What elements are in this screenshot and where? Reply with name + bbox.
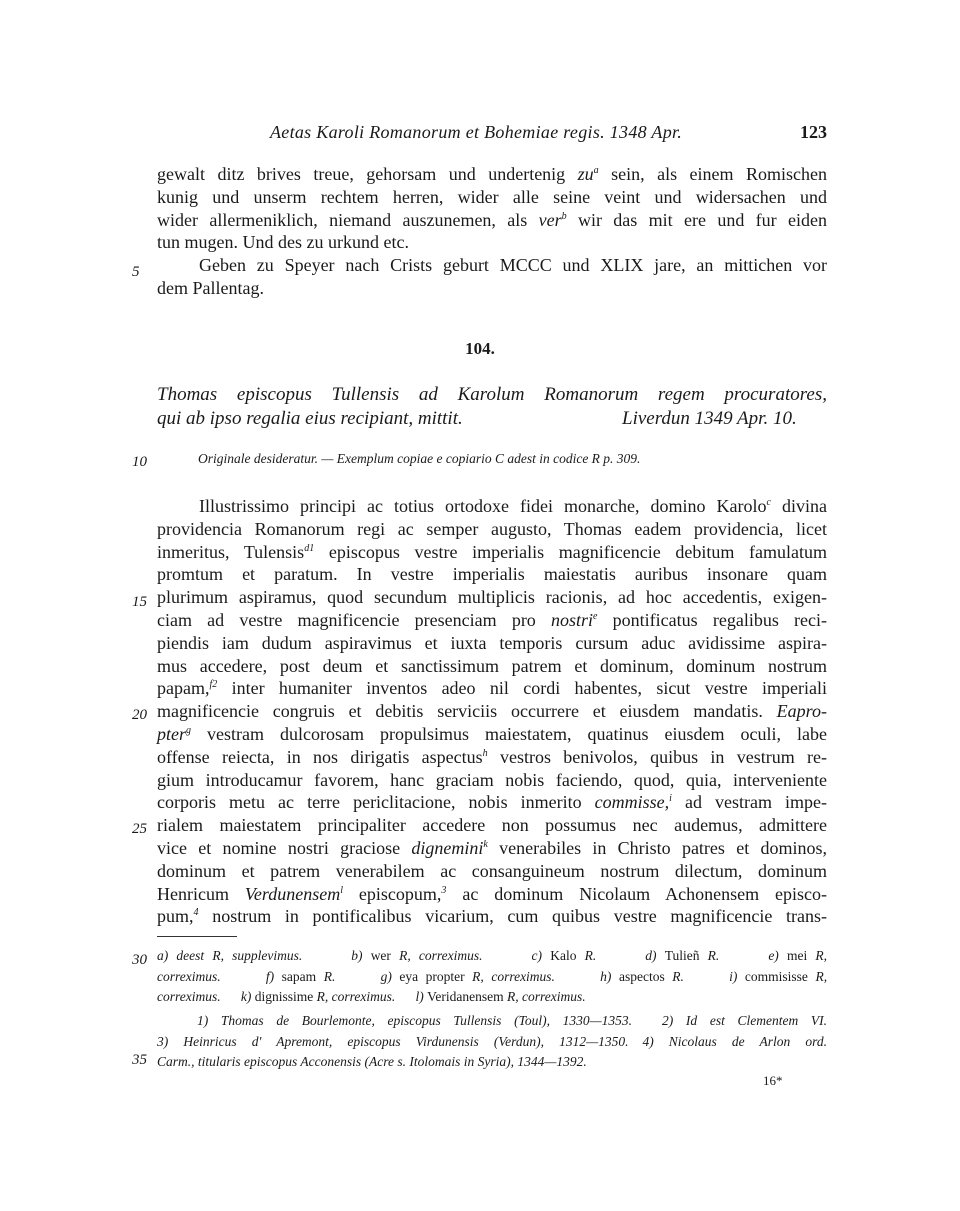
commentary-line: 3) Heinricus d' Apremont, episcopus Virdunensis (Verdun), 1312—1350. 4) Nicolaus de Arlon ord. — [157, 1033, 827, 1049]
regest — [157, 383, 827, 431]
text-line: dem Pallentag. — [157, 277, 264, 298]
continuation-paragraph — [157, 163, 827, 300]
text-line: Geben zu Speyer nach Crists geburt MCCC und XLIX jare, an mittichen vor — [199, 255, 827, 276]
footnote-rule — [157, 936, 237, 937]
commentary-line: Carm., titularis episcopus Acconensis (Acre s. Itolomais in Syria), 1344—1392. — [157, 1054, 587, 1069]
text-line: kunig und unserm rechtem herren, wider alle seine veint und widersachen und — [157, 186, 827, 207]
body-paragraph — [157, 495, 827, 928]
regest-date: Liverdun 1349 Apr. 10. — [622, 408, 797, 429]
apparatus-line: correximus. k) dignissime R, correximus. l) Veridanensem R, correximus. — [157, 989, 586, 1004]
line-number: 20 — [132, 707, 147, 723]
text-line: wider allermeniklich, niemand auszunemen, als ver$^b$ wir das mit ere und fur eiden — [157, 209, 827, 230]
text-line: promtum et paratum. In vestre imperialis maiestatis auribus insonare quam — [157, 564, 827, 585]
text-line: providencia Romanorum regi ac semper augusto, Thomas eadem providencia, licet — [157, 518, 827, 539]
text-line: magnificencie congruis et debitis serviciis occurrere et eiusdem mandatis. Eapro- — [157, 701, 827, 722]
apparatus-line: a) deest R, supplevimus. b) wer R, correximus. c) Kalo R. d) Tulieñ R. e) mei R, — [157, 948, 828, 963]
printer-signature: 16* — [763, 1073, 783, 1088]
text-line: vice et nomine nostri graciose dignemini$^k$ venerabiles in Christo patres et dominos, — [157, 837, 827, 858]
text-line: papam,$^{f2}$ inter humaniter inventos adeo nil cordi habentes, sicut vestre imperiali — [157, 678, 827, 699]
apparatus-line: correximus. f) sapam R. g) eya propter R, correximus. h) aspectos R. i) commisisse R, — [157, 968, 828, 984]
text-line: piendis iam dudum aspiravimus et iuxta temporis cursum aduc avidissime aspira- — [157, 632, 827, 653]
line-number: 15 — [132, 594, 147, 610]
commentary-line: 1) Thomas de Bourlemonte, episcopus Tullensis (Toul), 1330—1353. 2) Id est Clementem VI. — [197, 1013, 827, 1028]
tradition-note: Originale desideratur. — Exemplum copiae e copiario C adest in codice R p. 309. — [198, 451, 641, 466]
line-number: 30 — [132, 952, 147, 968]
text-line: ciam ad vestre magnificencie presenciam pro nostri$^e$ pontificatus regalibus reci- — [157, 609, 827, 630]
line-number: 10 — [132, 454, 147, 470]
regest-line: Thomas episcopus Tullensis ad Karolum Romanorum regem procuratores, — [157, 384, 827, 405]
text-line: pter$^g$ vestram dulcorosam propulsimus maiestatem, quatinus eiusdem oculi, labe — [157, 723, 827, 744]
line-number: 5 — [132, 264, 140, 280]
commentary-notes — [157, 1011, 827, 1073]
text-line: tun mugen. Und des zu urkund etc. — [157, 232, 409, 253]
text-line: mus accedere, post deum et sanctissimum patrem et dominum, dominum nostrum — [157, 655, 827, 676]
text-line: corporis metu ac terre periclitacione, nobis inmerito commisse,$^i$ ad vestram impe- — [157, 792, 827, 813]
text-line: Illustrissimo principi ac totius ortodoxe fidei monarche, domino Karolo$^c$ divina — [199, 496, 827, 516]
text-line: pum,$^4$ nostrum in pontificalibus vicarium, cum quibus vestre magnificencie trans- — [157, 906, 827, 927]
text-line: rialem maiestatem principaliter accedere non possumus nec audemus, admittere — [157, 815, 827, 836]
text-line: Henricum Verdunensem$^l$ episcopum,$^3$ ac dominum Nicolaum Achonensem episco- — [157, 883, 827, 904]
running-title: Aetas Karoli Romanorum et Bohemiae regis. 1348 Apr. — [270, 122, 683, 142]
regest-text: qui ab ipso regalia eius recipiant, mittit. — [157, 408, 463, 429]
text-line: plurimum aspiramus, quod secundum multiplicis racionis, ad hoc accedentis, exigen- — [157, 587, 827, 608]
line-number: 25 — [132, 821, 147, 837]
page-header — [0, 122, 960, 144]
regest-line — [157, 407, 827, 431]
page-number: 123 — [800, 122, 827, 142]
text-line: dominum et patrem venerabilem ac consanguineum nostrum dilectum, dominum — [157, 860, 827, 881]
text-line: gium introducamur favorem, hanc graciam nobis faciendo, quod, quia, interveniente — [157, 769, 827, 790]
text-line: inmeritus, Tulensis$^{d1}$ episcopus vestre imperialis magnificencie debitum famulatum — [157, 541, 827, 562]
text-line: offense reiecta, in nos dirigatis aspectus$^h$ vestros benivolos, quibus in vestrum re- — [157, 746, 828, 767]
document-number: 104. — [465, 339, 495, 358]
apparatus-notes — [157, 946, 827, 1008]
line-number: 35 — [132, 1052, 147, 1068]
text-line: gewalt ditz brives treue, gehorsam und undertenig $zu^a$ sein, als einem Romischen — [157, 164, 827, 184]
